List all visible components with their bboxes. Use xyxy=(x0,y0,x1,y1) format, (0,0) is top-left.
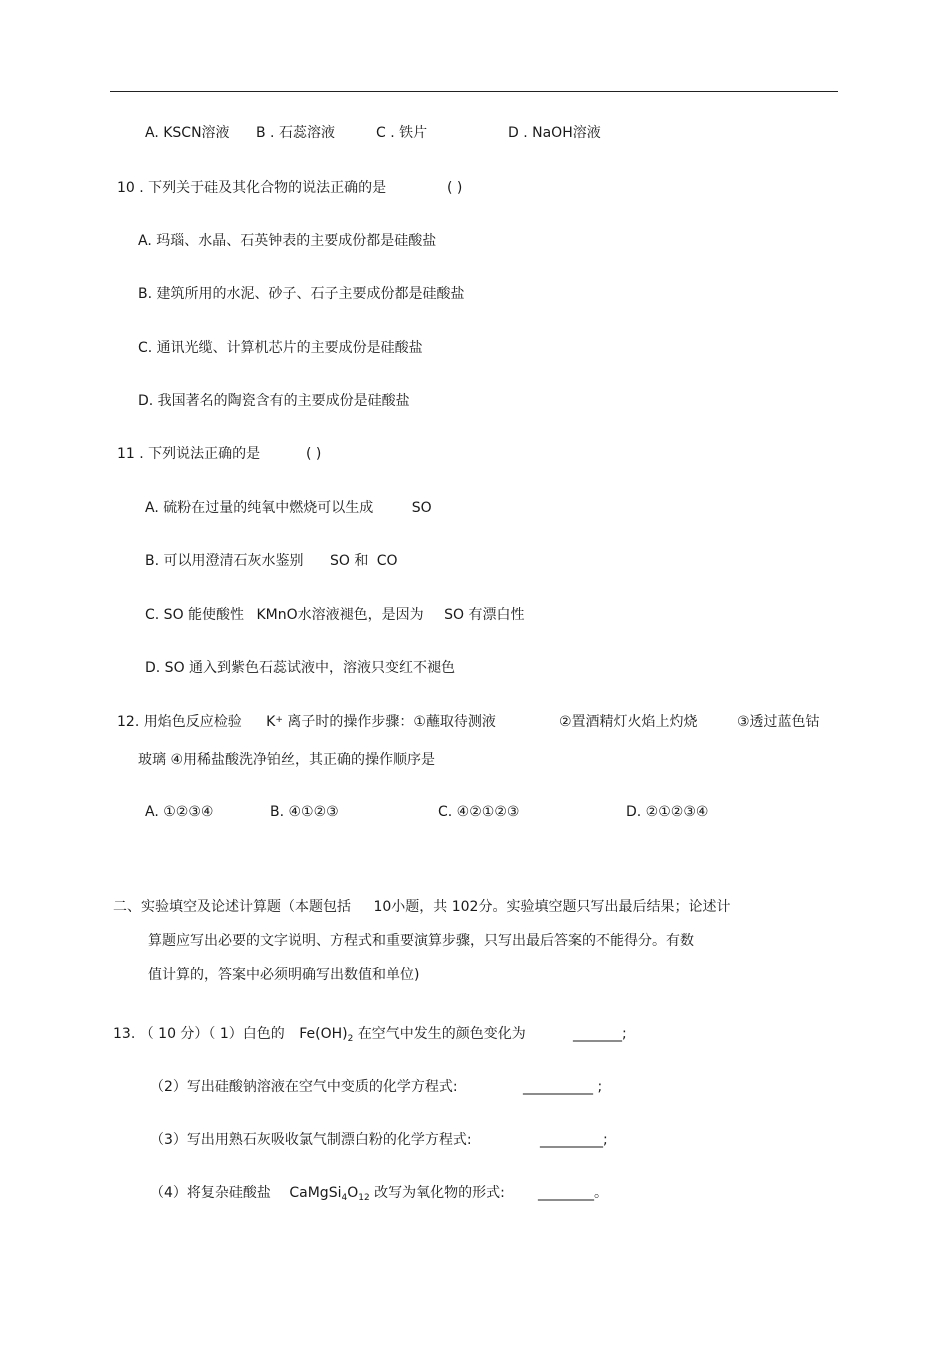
q12-option-d: D. ②①②③④ xyxy=(626,804,709,820)
q13-blank-4[interactable]: ________。 xyxy=(538,1185,608,1201)
q10-stem: 10 . 下列关于硅及其化合物的说法正确的是 xyxy=(117,180,387,196)
q13-formula-feoh2: $Fe(OH)_2$ xyxy=(299,1026,354,1044)
q11-option-c-formula3: SO xyxy=(444,607,465,623)
q13-part4-text2: 改写为氧化物的形式: xyxy=(374,1185,505,1201)
q11-option-c-text3: 有漂白性 xyxy=(468,607,525,623)
q13-part2: （2）写出硅酸钠溶液在空气中变质的化学方程式: xyxy=(150,1079,458,1095)
q13-part1 xyxy=(113,1025,526,1045)
q13-head: 13. （ 10 分）（ 1）白色的 xyxy=(113,1026,285,1042)
q13-blank-2[interactable]: __________ ; xyxy=(523,1079,603,1095)
section2-heading-line2: 算题应写出必要的文字说明、方程式和重要演算步骤，只写出最后答案的不能得分。有数 xyxy=(148,933,694,949)
q12-ion: K+ xyxy=(266,714,283,730)
q10-option-b: B. 建筑所用的水泥、砂子、石子主要成份都是硅酸盐 xyxy=(138,286,465,302)
q13-part4 xyxy=(150,1184,505,1204)
section2-heading-line1 xyxy=(113,898,730,916)
section2-heading-part2: 10小题，共 102分。实验填空题只写出最后结果；论述计 xyxy=(373,899,731,915)
q13-part1-text: 在空气中发生的颜色变化为 xyxy=(357,1026,526,1042)
q10-option-a: A. 玛瑙、水晶、石英钟表的主要成份都是硅酸盐 xyxy=(138,233,437,249)
q11-answer-paren: ( ) xyxy=(306,446,322,462)
q13-part3: （3）写出用熟石灰吸收氯气制漂白粉的化学方程式: xyxy=(150,1132,472,1148)
q11-option-a-formula: SO xyxy=(411,500,432,516)
q9-option-d: D . NaOH溶液 xyxy=(508,125,601,141)
q11-option-b-formula2: CO xyxy=(376,553,398,569)
q11-option-b xyxy=(145,552,398,570)
q11-option-c-text2: 水溶液褪色，是因为 xyxy=(297,607,424,623)
q9-option-c: C . 铁片 xyxy=(376,125,428,141)
q11-option-d-text: 通入到紫色石蕊试液中，溶液只变红不褪色 xyxy=(189,660,456,676)
q13-blank-3[interactable]: _________; xyxy=(540,1132,608,1148)
q11-option-c-text1: 能使酸性 xyxy=(188,607,245,623)
q9-option-a: A. KSCN溶液 xyxy=(145,125,230,141)
q12-stem-line1 xyxy=(117,713,496,731)
q9-option-b: B . 石蕊溶液 xyxy=(256,125,335,141)
q11-option-a-text: A. 硫粉在过量的纯氧中燃烧可以生成 xyxy=(145,500,374,516)
header-rule xyxy=(110,91,838,92)
q10-option-d: D. 我国著名的陶瓷含有的主要成份是硅酸盐 xyxy=(138,393,410,409)
q12-step-2: ②置酒精灯火焰上灼烧 xyxy=(559,714,698,730)
q12-stem-intro: 12. 用焰色反应检验 xyxy=(117,714,242,730)
q12-stem-line2: 玻璃 ④用稀盐酸洗净铂丝，其正确的操作顺序是 xyxy=(138,752,435,768)
section2-heading-part1: 二、实验填空及论述计算题（本题包括 xyxy=(113,899,351,915)
section2-heading-line3: 值计算的，答案中必须明确写出数值和单位) xyxy=(148,967,420,983)
q12-option-b: B. ④①②③ xyxy=(270,804,339,820)
q13-blank-1[interactable]: _______; xyxy=(573,1026,627,1042)
q11-stem: 11 . 下列说法正确的是 xyxy=(117,446,261,462)
q13-formula-silicate: $CaMgSi_4O_{12}$ xyxy=(289,1185,370,1203)
q11-option-d-formula: D. SO xyxy=(145,660,185,676)
q10-answer-paren: ( ) xyxy=(447,180,463,196)
q11-option-a xyxy=(145,499,432,517)
q11-option-b-formula1: SO xyxy=(329,553,350,569)
q11-option-c-formula2: KMnO xyxy=(256,607,298,623)
q11-option-c-formula1: C. SO xyxy=(145,607,184,623)
q10-option-c: C. 通讯光缆、计算机芯片的主要成份是硅酸盐 xyxy=(138,340,423,356)
q11-option-b-and: 和 xyxy=(354,553,369,569)
q12-step-1: 离子时的操作步骤：①蘸取待测液 xyxy=(287,714,496,730)
q12-option-a: A. ①②③④ xyxy=(145,804,214,820)
q13-part4-text1: （4）将复杂硅酸盐 xyxy=(150,1185,271,1201)
q12-step-3: ③透过蓝色钴 xyxy=(737,714,820,730)
q11-option-d xyxy=(145,659,455,677)
q11-option-c xyxy=(145,606,524,624)
q11-option-b-text: B. 可以用澄清石灰水鉴别 xyxy=(145,553,304,569)
q12-option-c: C. ④②①②③ xyxy=(438,804,520,820)
